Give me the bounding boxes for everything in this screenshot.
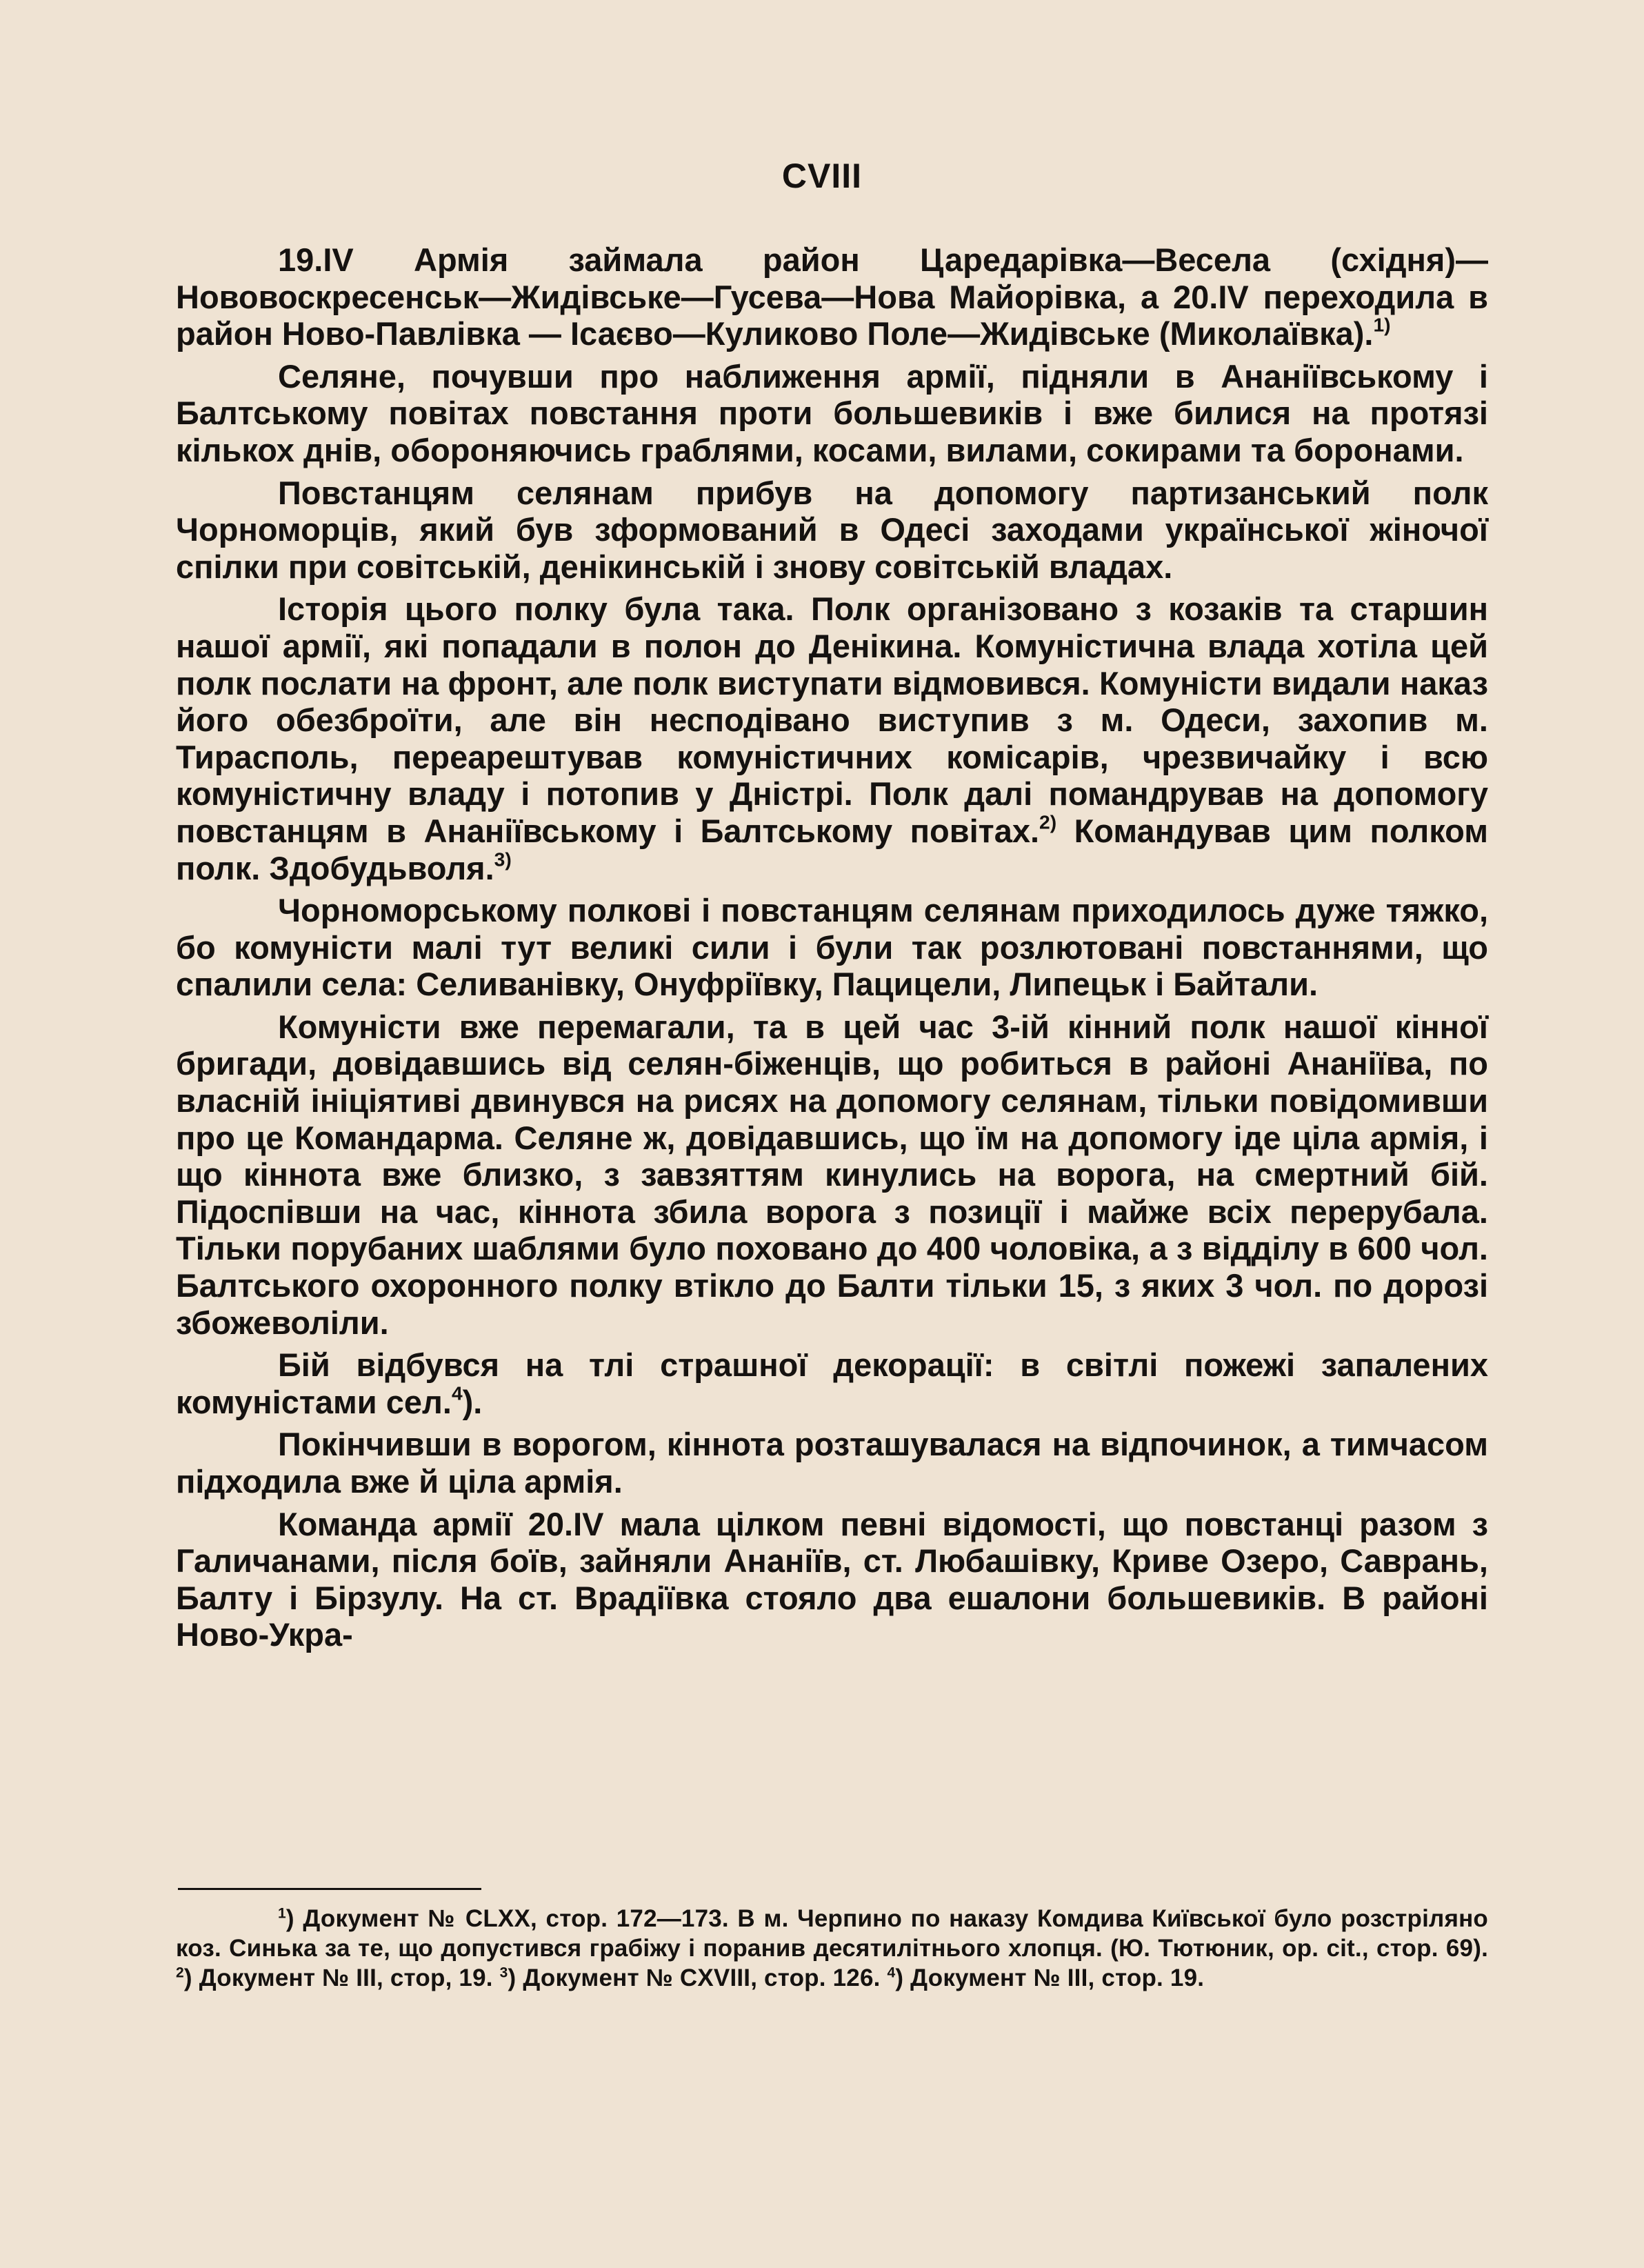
footnote-mark-number: 1 xyxy=(278,1905,286,1922)
paragraph-text: Повстанцям селянам прибув на допомогу партизанський полк Чорноморців, який був зформований в Одесі заходами української жіночої спілки при совітській, денікинській і знову совітській владах. xyxy=(176,474,1488,585)
paragraph xyxy=(176,892,1488,1003)
paragraph-text: Комуністи вже перемагали, та в цей час 3-ій кінний полк нашої кінної бригади, довідавшись від селян-біженців, що робиться в районі Ананіїва, по власній ініціятиві двинувся на рисях на допомогу селянам, тільки повідомивши про це Командарма. Селяне ж, довідавшись, що їм на допомогу іде ціла армія, і що кіннота вже близко, з завзяттям кинулись на ворога, на смертний бій. Підоспівши на час, кіннота збила ворога з позиції і майже всіх перерубала. Тільки порубаних шаблями було поховано до 400 чоловіка, а з відділу в 600 чол. Балтського охоронного полку втікло до Балти тільки 15, з яких 3 чол. по дорозі збожеволіли. xyxy=(176,1008,1488,1341)
footnote-ref xyxy=(452,1382,463,1404)
footnote-3: Документ № CXVIII, стор. 126. xyxy=(523,1964,881,1991)
paragraph-text: Покінчивши в ворогом, кіннота розташувалася на відпочинок, а тимчасом підходила вже й ціла армія. xyxy=(176,1426,1488,1500)
footnotes xyxy=(176,1904,1488,1993)
footnote-ref-number: 3 xyxy=(494,847,505,870)
paragraph xyxy=(176,1506,1488,1653)
footnote-ref-number: 1 xyxy=(1373,313,1385,336)
footnote-2: Документ № III, стор, 19. xyxy=(199,1964,493,1991)
footnote-block xyxy=(176,1904,1488,1993)
paragraph-text: Командував цим полком полк. Здобудьволя. xyxy=(176,812,1489,886)
paragraph-text: Історія цього полку була така. Полк організовано з козаків та старшин нашої армії, які попадали в полон до Денікина. Комуністична влада хотіла цей полк послати на фронт, але полк виступати відмовився. Комуністи видали наказ його обезброїти, але він несподівано виступив з м. Одеси, захопив м. Тирасполь, переарештував комуністичних комісарів, чрезвичайку і всю комуністичну владу і потопив у Дністрі. Полк далі помандрував на допомогу повстанцям в Ананіївському і Балтському повітах. xyxy=(176,590,1488,849)
footnote-mark: $^3$) xyxy=(499,1964,517,1991)
footnote-mark-number: 4 xyxy=(887,1964,896,1981)
footnote-divider xyxy=(178,1888,481,1890)
footnote-ref: 1) xyxy=(1373,313,1391,336)
footnote-mark: $^4$) xyxy=(887,1964,904,1991)
paragraph-text: Команда армії 20.IV мала цілком певні відомості, що повстанці разом з Галичанами, після боїв, зайняли Ананіїв, ст. Любашівку, Криве Озеро, Саврань, Балту і Бірзулу. На ст. Врадіївка стояло два ешалони большевиків. В районі Ново-Укра- xyxy=(176,1505,1488,1653)
footnote-mark-number: 2 xyxy=(176,1964,184,1981)
footnote-ref-number: 2 xyxy=(1039,810,1050,833)
paragraph xyxy=(176,241,1488,352)
footnote-ref: 2) xyxy=(1039,810,1057,833)
footnote-ref: 3) xyxy=(494,847,512,870)
footnote-4: Документ № III, стор. 19. xyxy=(910,1964,1205,1991)
paragraph xyxy=(176,475,1488,586)
paragraph-text: Селяне, почувши про наближення армії, підняли в Ананіївському і Балтському повітах повстання проти большевиків і вже билися на протязі кількох днів, обороняючись граблями, косами, вилами, сокирами та боронами. xyxy=(176,357,1488,468)
footnote-mark: $^1$) xyxy=(278,1905,294,1932)
paragraph xyxy=(176,1008,1488,1341)
paragraph xyxy=(176,1426,1488,1500)
main-text xyxy=(176,241,1488,1653)
footnote-mark: $^2$) xyxy=(176,1964,192,1991)
footnote-1: Документ № CLXX, стор. 172—173. В м. Черпино по наказу Комдива Київської було розстріляно коз. Синька за те, що допустився грабіжу і поранив десятилітнього хлопця. (Ю. Тютюник, op. cit., стор. 69). xyxy=(176,1905,1488,1962)
paragraph-text: Чорноморському полкові і повстанцям селянам приходилось дуже тяжко, бо комуністи малі тут великі сили і були так розлютовані повстаннями, що спалили села: Селиванівку, Онуфріївку, Пацицели, Липецьк і Байтали. xyxy=(176,892,1488,1003)
page-number: CVIII xyxy=(781,157,863,195)
paragraph xyxy=(176,590,1488,886)
footnote-mark-number: 3 xyxy=(499,1964,508,1981)
paragraph-text: 19.IV Армія займала район Царедарівка—Весела (східня)—Нововоскресенськ—Жидівське—Гусева—Нова Майорівка, а 20.IV переходила в район Ново-Павлівка — Ісаєво—Куликово Поле—Жидівське (Миколаївка). xyxy=(176,241,1488,352)
paragraph xyxy=(176,358,1488,469)
paragraph-text: Бій відбувся на тлі страшної декорації: в світлі пожежі запалених комуністами сел. xyxy=(176,1346,1488,1420)
paragraph: Бій відбувся на тлі страшної декорації: в світлі пожежі запалених комуністами сел.$^4$). xyxy=(176,1346,1488,1420)
footnote-ref-number: 4 xyxy=(451,1382,463,1404)
